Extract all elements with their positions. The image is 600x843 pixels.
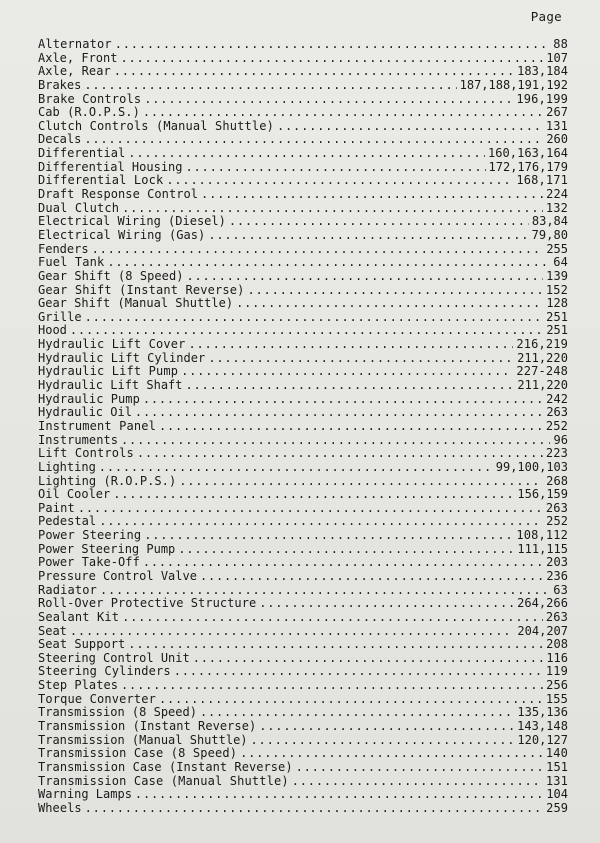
index-entry: [38, 461, 568, 475]
index-entry: [38, 106, 568, 120]
index-entry-title: Gear Shift (Instant Reverse): [38, 283, 245, 297]
index-entry-title: Electrical Wiring (Gas): [38, 228, 206, 242]
dot-leader: [193, 652, 544, 666]
index-entry-title: Hydraulic Lift Cylinder: [38, 351, 206, 365]
index-entry-title: Differential: [38, 147, 126, 161]
index-entry-title: Power Steering Pump: [38, 542, 176, 556]
dot-leader: [143, 393, 543, 407]
index-entry-pages: 260: [546, 133, 568, 147]
dot-leader: [78, 502, 543, 516]
index-entry-pages: 135,136: [517, 706, 568, 720]
index-entry-title: Steering Control Unit: [38, 651, 190, 665]
index-entry-title: Fuel Tank: [38, 256, 105, 270]
dot-leader: [178, 543, 514, 557]
index-entry: [38, 597, 568, 611]
index-entry-pages: 255: [546, 242, 568, 256]
index-entry: [38, 147, 568, 161]
index-entry-pages: 263: [545, 610, 568, 624]
dot-leader: [181, 365, 513, 379]
dot-leader: [200, 570, 543, 584]
index-entry-title: Alternator: [38, 38, 112, 51]
index-entry-title: Lift Controls: [38, 447, 134, 461]
index-entry-pages: 211,220: [517, 351, 568, 365]
index-entry-title: Transmission Case (Manual Shuttle): [38, 774, 289, 788]
dot-leader: [121, 434, 550, 448]
dot-leader: [174, 665, 543, 679]
index-entry-pages: 128: [546, 297, 568, 311]
index-entry: [38, 188, 568, 202]
index-entry: [38, 570, 568, 584]
index-entry: [38, 529, 568, 543]
dot-leader: [70, 625, 515, 639]
index-entry-pages: 242: [546, 392, 568, 406]
dot-leader: [99, 461, 493, 475]
index-entry-pages: 96: [553, 433, 568, 447]
index-entry-title: Clutch Controls (Manual Shuttle): [38, 119, 274, 133]
dot-leader: [236, 297, 543, 311]
index-entry: [38, 270, 568, 284]
dot-leader: [143, 106, 543, 120]
index-entry: [38, 243, 568, 257]
index-entry-pages: 119: [545, 665, 568, 679]
index-entry-title: Pedestal: [38, 515, 97, 529]
index-entry-title: Brakes: [38, 78, 82, 92]
index-entry: [38, 747, 568, 761]
index-entry-pages: 211,220: [517, 379, 568, 393]
dot-leader: [259, 720, 514, 734]
index-entry: [38, 488, 568, 502]
index-entry: [38, 434, 568, 448]
index-entry-title: Hydraulic Lift Shaft: [38, 379, 183, 393]
dot-leader: [277, 120, 543, 134]
dot-leader: [292, 775, 543, 789]
index-entry: [38, 802, 568, 816]
index-entry-pages: 224: [546, 188, 568, 202]
index-entry-title: Step Plates: [38, 679, 119, 693]
index-entry-pages: 88: [553, 38, 568, 51]
dot-leader: [179, 475, 543, 489]
index-entry: [38, 229, 568, 243]
index-entry-pages: 252: [546, 515, 568, 529]
dot-leader: [187, 270, 544, 284]
index-entry: [38, 734, 568, 748]
index-entry-title: Transmission (Instant Reverse): [38, 720, 257, 734]
index-entry: [38, 52, 568, 66]
index-entry: [38, 38, 568, 52]
index-entry-title: Instruments: [38, 433, 119, 447]
dot-leader: [248, 284, 543, 298]
index-entry-pages: 268: [546, 474, 568, 488]
dot-leader: [120, 52, 543, 66]
dot-leader: [84, 79, 456, 93]
dot-leader: [114, 65, 514, 79]
index-entry: [38, 515, 568, 529]
dot-leader: [135, 788, 543, 802]
index-entry-title: Oil Cooler: [38, 488, 111, 502]
index-entry-title: Paint: [38, 501, 75, 515]
index-entry-pages: 187,188,191,192: [459, 78, 568, 92]
index-entry: [38, 475, 568, 489]
dot-leader: [259, 597, 514, 611]
dot-leader: [85, 802, 544, 816]
index-entry-pages: 116: [546, 651, 568, 665]
index-entry-pages: 139: [546, 269, 568, 283]
dot-leader: [128, 147, 485, 161]
index-entry-pages: 252: [545, 419, 568, 433]
index-entry-pages: 236: [546, 569, 568, 583]
index-entry-title: Grille: [38, 310, 82, 324]
index-entry-title: Torque Converter: [38, 692, 156, 706]
index-entry: [38, 256, 568, 270]
index-entry: [38, 93, 568, 107]
index-entry-title: Hydraulic Oil: [38, 406, 132, 420]
dot-leader: [240, 747, 543, 761]
index-entry-title: Power Steering: [38, 529, 142, 543]
index-entry: [38, 297, 568, 311]
index-entry-title: Draft Response Control: [38, 188, 199, 202]
index-entry-title: Axle, Rear: [38, 65, 111, 79]
index-entry-title: Hydraulic Lift Pump: [38, 365, 179, 379]
dot-leader: [84, 133, 543, 147]
dot-leader: [70, 324, 543, 338]
dot-leader: [137, 447, 543, 461]
dot-leader: [208, 352, 514, 366]
index-entry: [38, 65, 568, 79]
dot-leader: [189, 338, 514, 352]
index-entry-pages: 204,207: [517, 624, 568, 638]
dot-leader: [100, 584, 550, 598]
dot-leader: [121, 679, 543, 693]
index-entry-pages: 132: [545, 201, 568, 215]
index-entry-pages: 223: [545, 447, 568, 461]
index-entry: [38, 543, 568, 557]
index-entry: [38, 174, 568, 188]
dot-leader: [128, 638, 543, 652]
index-entry-pages: 120,127: [517, 733, 568, 747]
index-entry-title: Decals: [38, 133, 82, 147]
index-entry: [38, 324, 568, 338]
index-entry: [38, 625, 568, 639]
index-entry-title: Warning Lamps: [38, 788, 132, 802]
dot-leader: [229, 215, 529, 229]
index-entry: [38, 693, 568, 707]
dot-leader: [186, 379, 515, 393]
index-entry-title: Pressure Control Valve: [38, 569, 197, 583]
index-entry-pages: 151: [546, 760, 568, 774]
index-entry: [38, 379, 568, 393]
index-entry-title: Lighting: [38, 460, 96, 474]
dot-leader: [144, 93, 513, 107]
dot-leader: [122, 202, 543, 216]
index-entry-title: Instrument Panel: [38, 419, 156, 433]
index-entry-title: Differential Lock: [38, 174, 164, 188]
index-entry: [38, 79, 568, 93]
index-entry: [38, 652, 568, 666]
index-entry-pages: 83,84: [531, 215, 568, 229]
index-entry-pages: 203: [546, 556, 568, 570]
index-list: [38, 38, 568, 816]
index-entry: [38, 202, 568, 216]
index-entry-pages: 183,184: [517, 65, 568, 79]
dot-leader: [186, 161, 486, 175]
index-entry-pages: 216,219: [516, 338, 568, 352]
index-entry: [38, 447, 568, 461]
index-entry: [38, 775, 568, 789]
index-entry-pages: 152: [545, 283, 568, 297]
index-entry-pages: 64: [553, 256, 568, 270]
index-entry-pages: 259: [546, 801, 568, 815]
index-entry-title: Axle, Front: [38, 51, 118, 65]
index-entry-title: Sealant Kit: [38, 610, 120, 624]
index-entry-pages: 267: [546, 106, 568, 120]
index-entry-title: Seat Support: [38, 638, 126, 652]
index-entry-title: Wheels: [38, 801, 82, 815]
index-entry-pages: 131: [545, 119, 568, 133]
dot-leader: [208, 229, 528, 243]
index-entry-pages: 79,80: [531, 228, 568, 242]
index-entry-title: Hydraulic Pump: [38, 392, 140, 406]
index-entry-title: Dual Clutch: [38, 201, 120, 215]
index-entry-pages: 155: [545, 692, 568, 706]
index-entry: [38, 215, 568, 229]
index-entry-title: Transmission Case (Instant Reverse): [38, 760, 293, 774]
index-entry-title: Radiator: [38, 583, 97, 597]
dot-leader: [251, 734, 515, 748]
dot-leader: [107, 256, 550, 270]
index-entry: [38, 679, 568, 693]
dot-leader: [92, 243, 544, 257]
index-entry-pages: 108,112: [516, 529, 568, 543]
index-entry-title: Hydraulic Lift Cover: [38, 338, 186, 352]
index-entry-title: Cab (R.O.P.S.): [38, 106, 140, 120]
index-entry: [38, 406, 568, 420]
index-entry-pages: 63: [553, 583, 568, 597]
index-entry-pages: 251: [546, 324, 568, 338]
index-entry: [38, 611, 568, 625]
index-entry-title: Hood: [38, 324, 67, 338]
index-entry: [38, 393, 568, 407]
index-entry-pages: 160,163,164: [487, 147, 568, 161]
index-entry-title: Lighting (R.O.P.S.): [38, 474, 177, 488]
index-entry-title: Transmission Case (8 Speed): [38, 747, 238, 761]
dot-leader: [296, 761, 544, 775]
index-entry-pages: 143,148: [517, 720, 568, 734]
index-entry-pages: 131: [545, 774, 568, 788]
dot-leader: [159, 420, 543, 434]
index-entry-title: Gear Shift (Manual Shuttle): [38, 297, 234, 311]
index-entry-pages: 263: [545, 501, 568, 515]
dot-leader: [135, 406, 543, 420]
index-entry-pages: 251: [546, 310, 568, 324]
index-entry: [38, 311, 568, 325]
index-entry-pages: 107: [546, 51, 568, 65]
index-entry-pages: 140: [545, 747, 568, 761]
index-entry: [38, 284, 568, 298]
index-entry-title: Brake Controls: [38, 92, 142, 106]
dot-leader: [113, 488, 514, 502]
dot-leader: [200, 706, 514, 720]
index-entry-pages: 264,266: [517, 597, 568, 611]
index-entry-pages: 263: [546, 406, 568, 420]
index-entry-pages: 156,159: [517, 488, 568, 502]
index-entry-pages: 256: [546, 679, 568, 693]
dot-leader: [115, 38, 551, 52]
index-entry-title: Power Take-Off: [38, 556, 140, 570]
index-entry-title: Transmission (Manual Shuttle): [38, 733, 248, 747]
index-entry: [38, 338, 568, 352]
index-entry: [38, 706, 568, 720]
index-entry: [38, 365, 568, 379]
index-entry: [38, 584, 568, 598]
dot-leader: [201, 188, 543, 202]
index-entry-title: Steering Cylinders: [38, 665, 171, 679]
index-entry-title: Seat: [38, 624, 67, 638]
index-entry-pages: 168,171: [516, 174, 568, 188]
index-entry: [38, 133, 568, 147]
page-column-header: Page: [530, 9, 562, 24]
index-entry-pages: 208: [546, 638, 568, 652]
dot-leader: [122, 611, 543, 625]
index-entry: [38, 120, 568, 134]
index-entry-pages: 111,115: [517, 542, 568, 556]
index-entry: [38, 788, 568, 802]
index-entry-title: Transmission (8 Speed): [38, 706, 197, 720]
index-entry: [38, 161, 568, 175]
index-entry: [38, 720, 568, 734]
index-entry: [38, 665, 568, 679]
index-entry-pages: 196,199: [516, 92, 568, 106]
index-entry-title: Differential Housing: [38, 160, 183, 174]
index-entry: [38, 502, 568, 516]
index-entry-pages: 172,176,179: [488, 160, 568, 174]
index-entry-pages: 227-248: [516, 365, 568, 379]
index-entry-title: Gear Shift (8 Speed): [38, 269, 184, 283]
dot-leader: [166, 174, 513, 188]
dot-leader: [143, 556, 543, 570]
index-entry-pages: 104: [546, 788, 568, 802]
dot-leader: [159, 693, 543, 707]
index-entry-title: Fenders: [38, 242, 89, 256]
index-entry-title: Roll-Over Protective Structure: [38, 597, 257, 611]
index-entry: [38, 638, 568, 652]
dot-leader: [85, 311, 544, 325]
index-entry: [38, 352, 568, 366]
index-entry-pages: 99,100,103: [495, 460, 568, 474]
dot-leader: [144, 529, 513, 543]
index-entry: [38, 761, 568, 775]
index-entry-title: Electrical Wiring (Diesel): [38, 215, 226, 229]
dot-leader: [99, 515, 543, 529]
index-entry: [38, 556, 568, 570]
index-entry: [38, 420, 568, 434]
